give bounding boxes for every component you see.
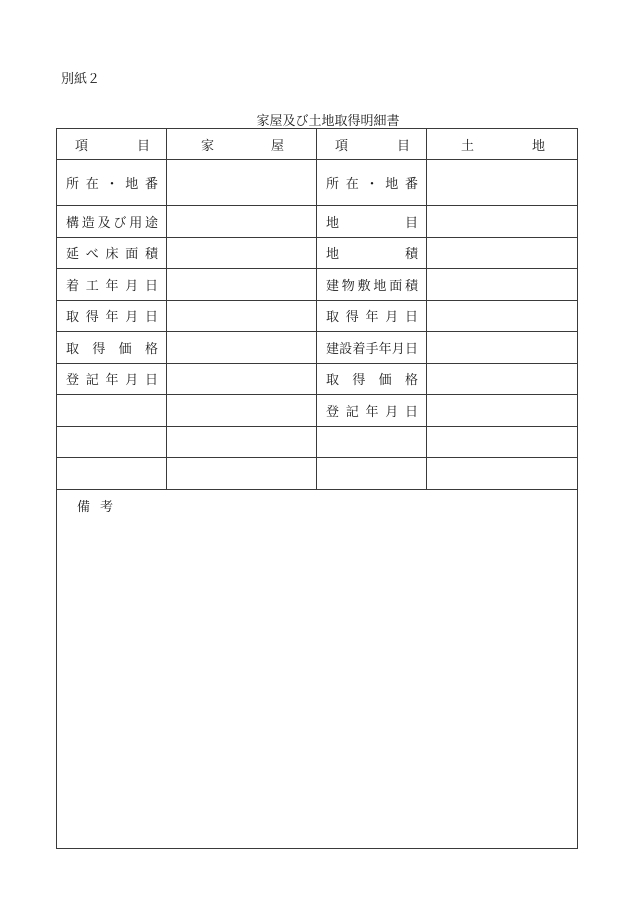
item-label-text: 取 得 価 格	[326, 373, 418, 389]
land-value-cell	[427, 426, 578, 458]
item-label-text: 延 べ 床 面 積	[66, 247, 158, 263]
table-row	[57, 160, 578, 206]
item-label-text: 所 在 ・ 地 番	[66, 177, 158, 192]
item-label-text: 取 得 価 格	[66, 341, 158, 357]
land-item-label	[317, 363, 427, 395]
land-value-cell	[427, 206, 578, 238]
house-value-cell	[167, 363, 317, 395]
remarks-cell	[57, 489, 578, 848]
item-label-text: 取 得 年 月 日	[326, 310, 418, 326]
land-value-cell	[427, 332, 578, 364]
header-land: 土 地	[427, 129, 578, 160]
item-label-text: 地 積	[326, 247, 418, 263]
table-row	[57, 395, 578, 427]
item-label-text: 登 記 年 月 日	[326, 404, 418, 420]
house-value-cell	[167, 458, 317, 490]
land-item-label	[317, 300, 427, 332]
table-body	[57, 129, 578, 490]
remarks-label: 備考	[77, 499, 124, 515]
house-item-label	[57, 237, 167, 269]
header-land-item: 項 目	[317, 129, 427, 160]
item-label-text: 着 工 年 月 日	[66, 278, 158, 294]
house-item-label	[57, 160, 167, 206]
house-item-label	[57, 458, 167, 490]
item-label-text: 構 造 及 び 用 途	[66, 215, 158, 231]
table-row	[57, 363, 578, 395]
table-row	[57, 269, 578, 301]
land-item-label	[317, 426, 427, 458]
table-row	[57, 300, 578, 332]
house-item-label	[57, 332, 167, 364]
table-row	[57, 426, 578, 458]
house-value-cell	[167, 206, 317, 238]
land-value-cell	[427, 363, 578, 395]
table-row	[57, 458, 578, 490]
item-label-text: 所 在 ・ 地 番	[326, 177, 418, 192]
house-value-cell	[167, 160, 317, 206]
item-label-text: 登 記 年 月 日	[66, 373, 158, 389]
house-value-cell	[167, 332, 317, 364]
item-label-text: 地 目	[326, 215, 418, 231]
house-value-cell	[167, 269, 317, 301]
annex-label: 別紙２	[61, 72, 101, 87]
table-row	[57, 332, 578, 364]
land-value-cell	[427, 395, 578, 427]
table-row	[57, 206, 578, 238]
house-item-label	[57, 426, 167, 458]
house-item-label	[57, 269, 167, 301]
house-item-label	[57, 206, 167, 238]
house-item-label	[57, 395, 167, 427]
house-value-cell	[167, 395, 317, 427]
land-value-cell	[427, 458, 578, 490]
house-value-cell	[167, 237, 317, 269]
land-item-label	[317, 206, 427, 238]
item-label-text: 建 物 敷 地 面 積	[326, 278, 418, 294]
land-value-cell	[427, 237, 578, 269]
land-item-label	[317, 269, 427, 301]
house-item-label	[57, 363, 167, 395]
land-value-cell	[427, 160, 578, 206]
item-label-text: 取 得 年 月 日	[66, 310, 158, 326]
land-item-label	[317, 160, 427, 206]
land-value-cell	[427, 300, 578, 332]
header-house-item: 項 目	[57, 129, 167, 160]
house-value-cell	[167, 426, 317, 458]
land-value-cell	[427, 269, 578, 301]
land-item-label	[317, 237, 427, 269]
detail-table	[56, 128, 578, 849]
house-item-label	[57, 300, 167, 332]
land-item-label	[317, 332, 427, 364]
item-label-text: 建 設 着 手 年 月 日	[326, 341, 418, 357]
document-title: 家屋及び土地取得明細書	[256, 114, 400, 129]
land-item-label	[317, 395, 427, 427]
house-value-cell	[167, 300, 317, 332]
table-header-row	[57, 129, 578, 160]
header-house: 家 屋	[167, 129, 317, 160]
table-row	[57, 237, 578, 269]
land-item-label	[317, 458, 427, 490]
